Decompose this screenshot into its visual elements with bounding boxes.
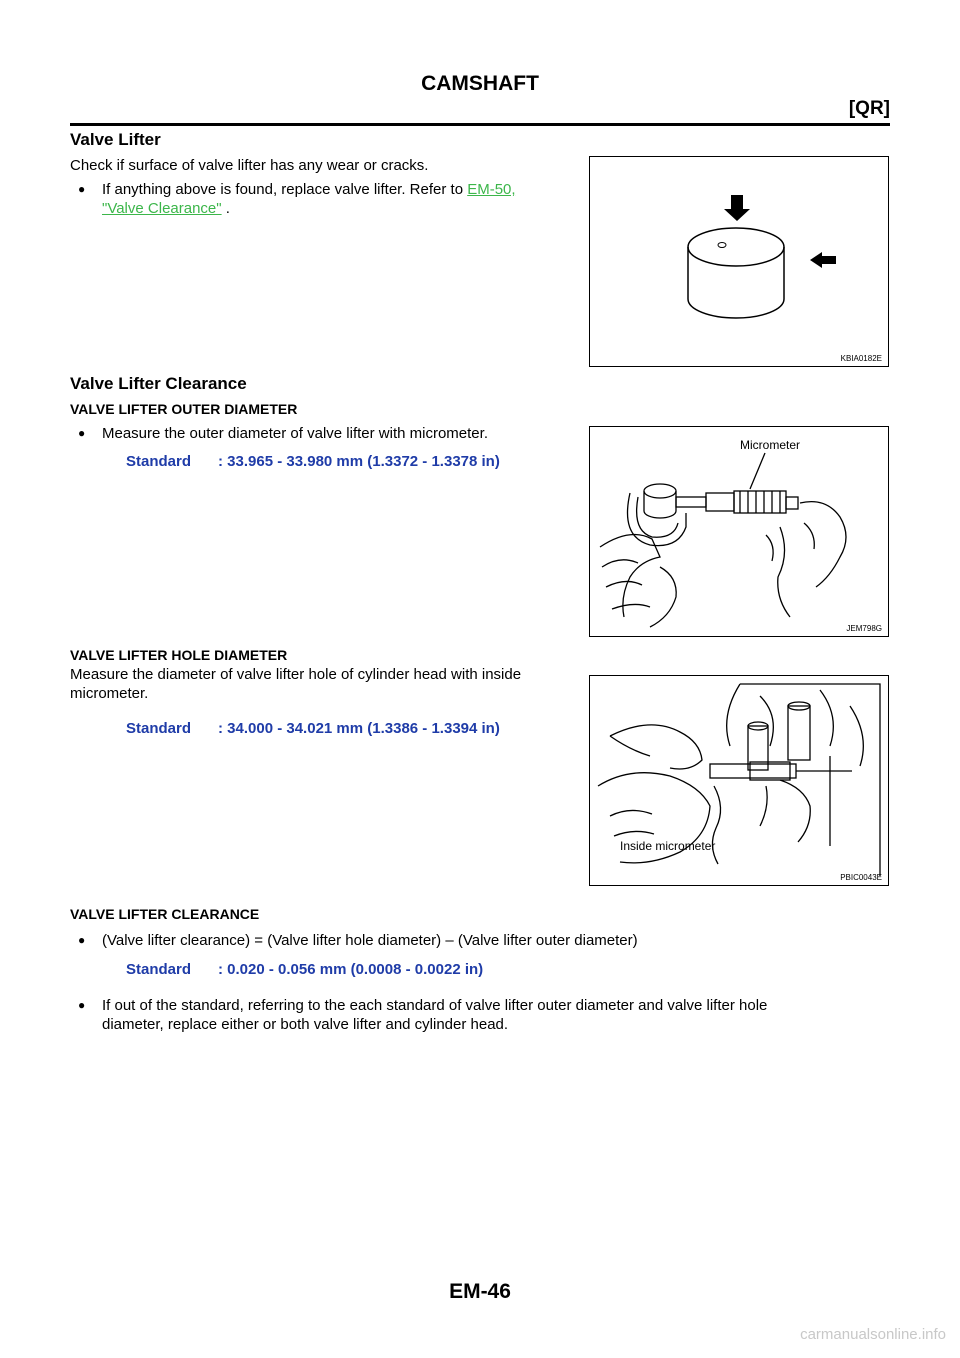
page-title: CAMSHAFT (421, 72, 539, 95)
section-tag: [QR] (848, 98, 890, 119)
hole-diameter-text-2: micrometer. (70, 685, 149, 702)
inside-micrometer-figure (589, 675, 889, 886)
standard-label: Standard (126, 961, 192, 978)
bullet-text-line-1: If out of the standard, referring to the each standard of valve lifter outer diameter and valve lifter hole (102, 997, 768, 1014)
lifter-clearance-bullet-1 (78, 931, 902, 950)
valve-lifter-text: Check if surface of valve lifter has any wear or cracks. (70, 157, 429, 174)
bullet-suffix: . (221, 200, 230, 217)
valve-lifter-heading: Valve Lifter (70, 130, 161, 149)
standard-label: Standard (126, 720, 192, 737)
em-50-link[interactable]: EM-50, (467, 181, 516, 198)
outer-standard (126, 453, 500, 470)
standard-label: Standard (126, 453, 192, 470)
hole-diameter-text-1: Measure the diameter of valve lifter hole of cylinder head with inside (70, 666, 522, 683)
inside-micrometer-measurement-image (590, 676, 888, 885)
page-number: EM-46 (449, 1280, 511, 1303)
bullet-text: Measure the outer diameter of valve lifter with micrometer. (102, 425, 488, 442)
hole-standard (126, 720, 500, 737)
clearance-heading: Valve Lifter Clearance (70, 374, 247, 393)
bullet-text: (Valve lifter clearance) = (Valve lifter hole diameter) – (Valve lifter outer diameter) (102, 932, 638, 949)
valve-lifter-cylinder-image (590, 157, 888, 366)
header-rule (70, 123, 890, 126)
lifter-clearance-standard (126, 961, 483, 978)
lifter-clearance-heading: VALVE LIFTER CLEARANCE (70, 906, 260, 922)
bullet-text: If anything above is found, replace valve lifter. Refer to (102, 181, 468, 198)
bullet-icon: ● (78, 182, 86, 196)
outer-diameter-heading: VALVE LIFTER OUTER DIAMETER (70, 401, 298, 417)
figure-code: KBIA0182E (840, 354, 882, 363)
micrometer-figure (589, 426, 889, 637)
standard-value: : 0.020 - 0.056 mm (0.0008 - 0.0022 in) (218, 961, 484, 978)
bullet-icon: ● (78, 426, 86, 440)
valve-clearance-link[interactable]: "Valve Clearance" (102, 200, 222, 217)
watermark: carmanualsonline.info (800, 1326, 946, 1343)
valve-lifter-figure (589, 156, 889, 367)
bullet-icon: ● (78, 933, 86, 947)
valve-lifter-bullet (78, 180, 612, 218)
micrometer-measurement-image (590, 427, 888, 636)
lifter-clearance-bullet-2 (78, 996, 914, 1034)
bullet-icon: ● (78, 998, 86, 1012)
micrometer-label: Micrometer (740, 438, 801, 452)
outer-diameter-bullet (78, 424, 602, 443)
figure-code: PBIC0043E (840, 873, 882, 882)
figure-code: JEM798G (846, 624, 882, 633)
bullet-text-line-2: diameter, replace either or both valve lifter and cylinder head. (102, 1016, 509, 1033)
standard-value: : 34.000 - 34.021 mm (1.3386 - 1.3394 in) (218, 720, 500, 737)
hole-diameter-heading: VALVE LIFTER HOLE DIAMETER (70, 647, 288, 663)
standard-value: : 33.965 - 33.980 mm (1.3372 - 1.3378 in) (218, 453, 500, 470)
inside-micrometer-label: Inside micrometer (620, 839, 716, 853)
